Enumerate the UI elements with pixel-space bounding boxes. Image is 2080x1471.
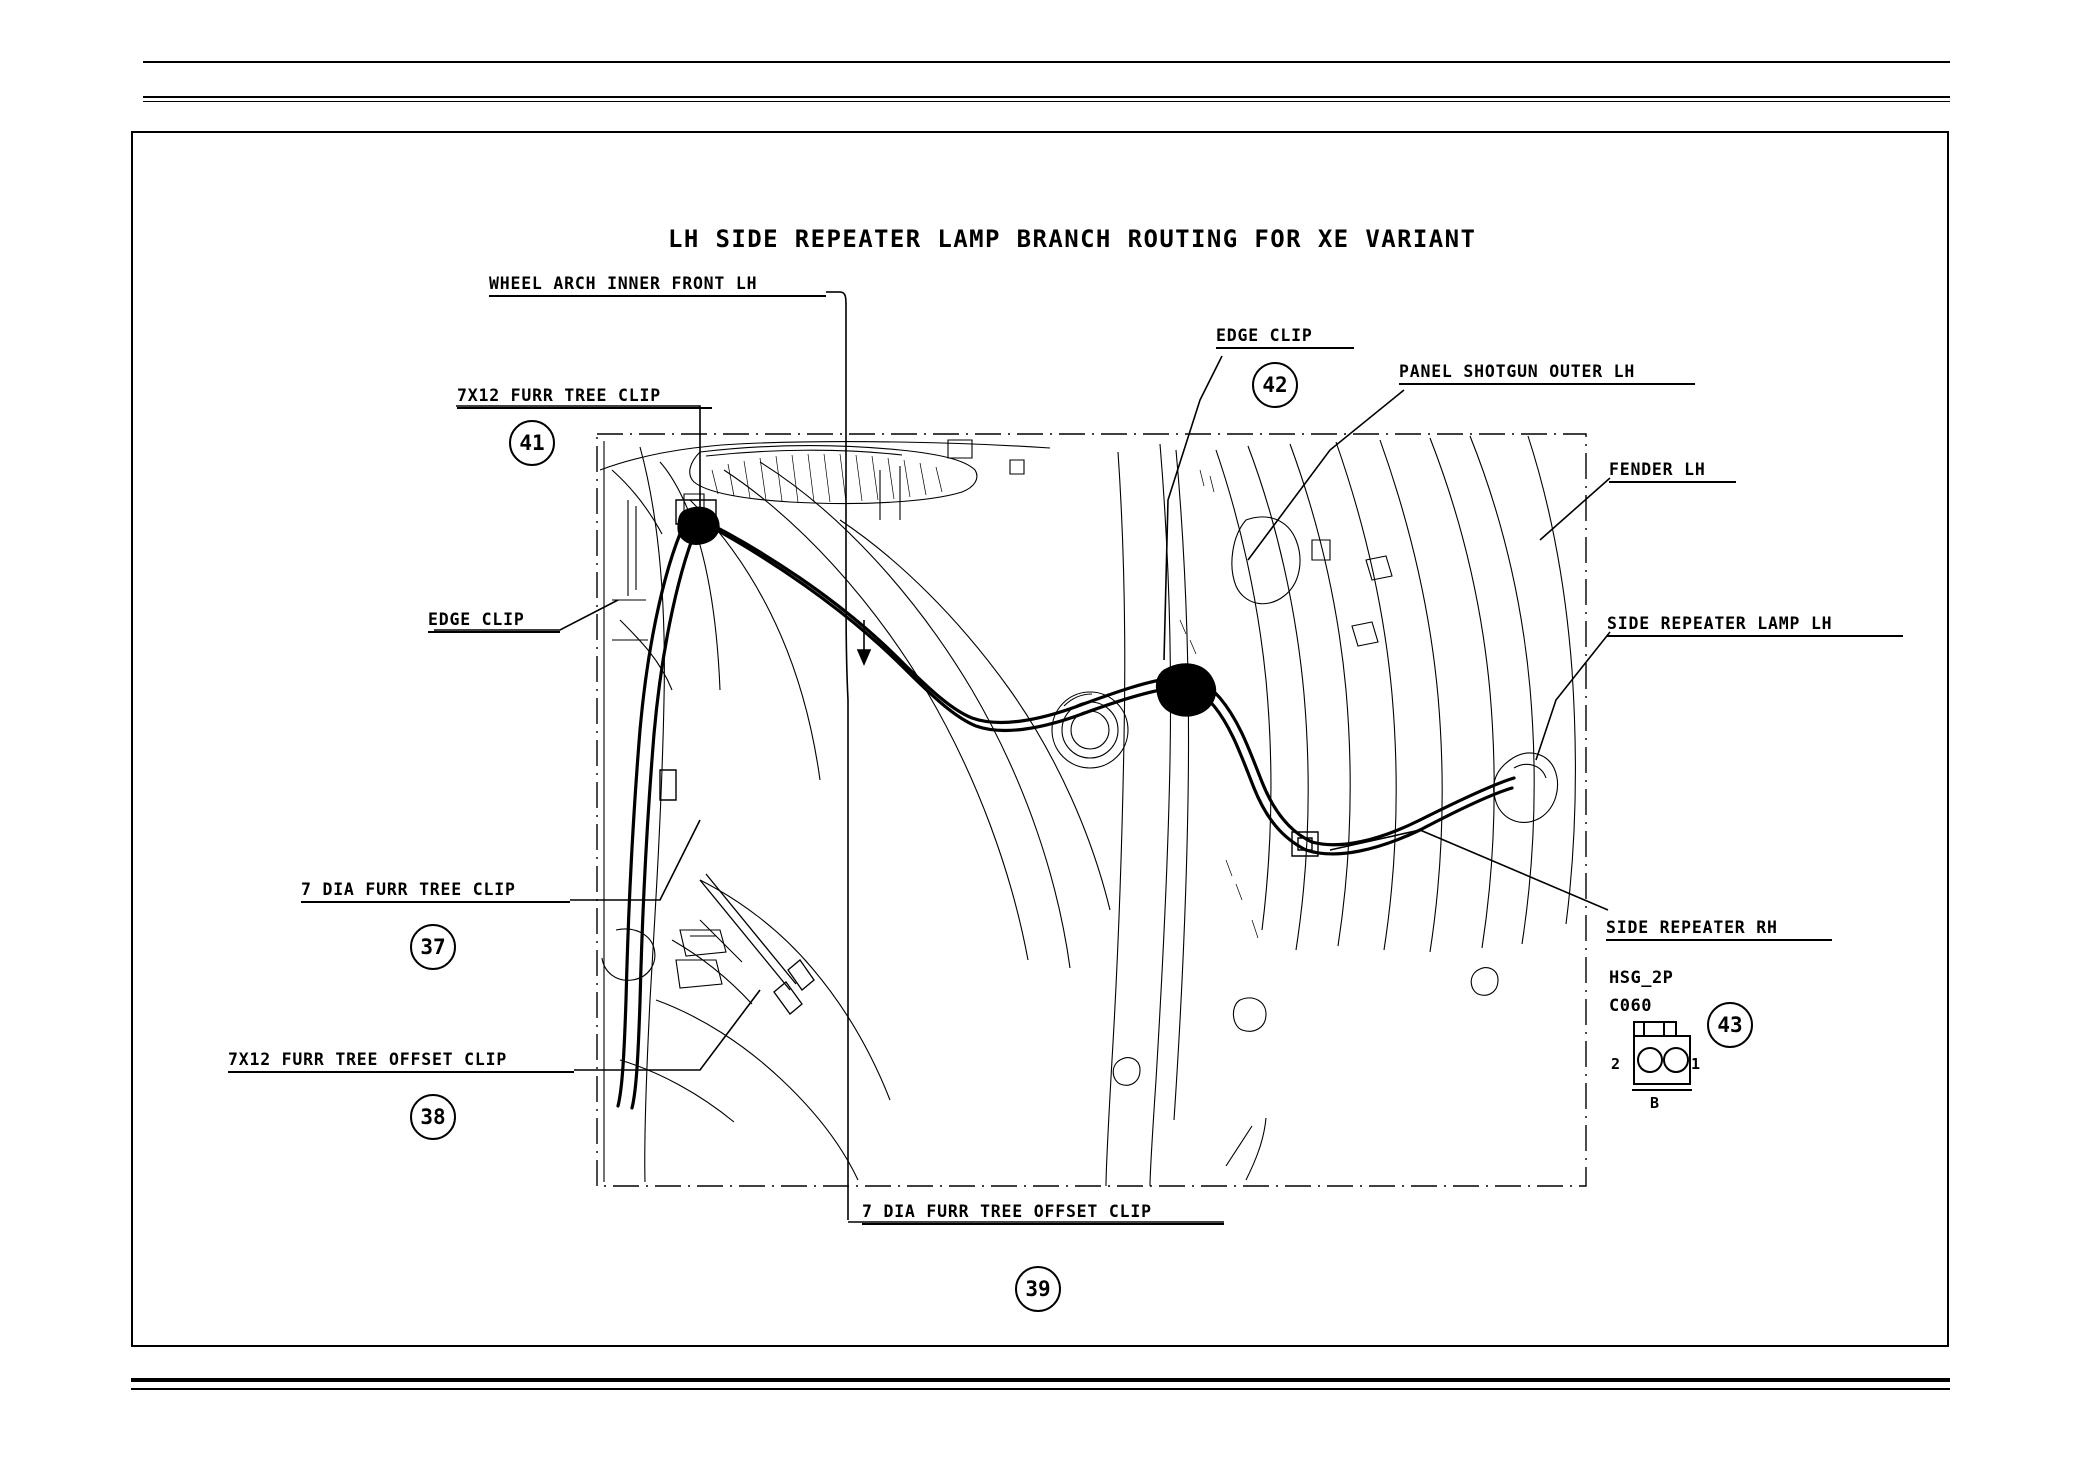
connector-pin-2-label: 2 bbox=[1611, 1055, 1621, 1073]
callout-side-repeater-rh: SIDE REPEATER RH bbox=[1606, 918, 1778, 937]
footer-rule-bottom bbox=[131, 1388, 1950, 1390]
header-rule-bottom bbox=[143, 101, 1950, 102]
drawing-frame bbox=[131, 131, 1949, 1347]
balloon-39[interactable]: 39 bbox=[1015, 1266, 1061, 1312]
callout-wheel-arch-inner-front-lh: WHEEL ARCH INNER FRONT LH bbox=[489, 274, 758, 293]
callout-panel-shotgun-outer-lh: PANEL SHOTGUN OUTER LH bbox=[1399, 362, 1636, 381]
callout-fender-lh: FENDER LH bbox=[1609, 460, 1706, 479]
callout-side-repeater-lamp-lh: SIDE REPEATER LAMP LH bbox=[1607, 614, 1833, 633]
callout-7x12-furr-tree-offset-clip: 7X12 FURR TREE OFFSET CLIP bbox=[228, 1050, 508, 1069]
balloon-41[interactable]: 41 bbox=[509, 420, 555, 466]
connector-housing-label: HSG_2P bbox=[1609, 968, 1674, 988]
callout-7-dia-furr-tree-offset-clip: 7 DIA FURR TREE OFFSET CLIP bbox=[862, 1202, 1152, 1221]
balloon-42[interactable]: 42 bbox=[1252, 362, 1298, 408]
balloon-37[interactable]: 37 bbox=[410, 924, 456, 970]
footer-rule-top bbox=[131, 1378, 1950, 1382]
callout-7-dia-furr-tree-clip: 7 DIA FURR TREE CLIP bbox=[301, 880, 516, 899]
connector-pin-1-label: 1 bbox=[1691, 1055, 1701, 1073]
balloon-43[interactable]: 43 bbox=[1707, 1002, 1753, 1048]
callout-edge-clip-left: EDGE CLIP bbox=[428, 610, 525, 629]
drawing-title: LH SIDE REPEATER LAMP BRANCH ROUTING FOR XE VARIANT bbox=[668, 225, 1477, 253]
header-rule-middle bbox=[143, 96, 1950, 98]
connector-keyway-label: B bbox=[1650, 1094, 1660, 1112]
callout-edge-clip-top: EDGE CLIP bbox=[1216, 326, 1313, 345]
header-rule-top bbox=[143, 61, 1950, 63]
connector-code-label: C060 bbox=[1609, 996, 1652, 1016]
balloon-38[interactable]: 38 bbox=[410, 1094, 456, 1140]
callout-7x12-furr-tree-clip: 7X12 FURR TREE CLIP bbox=[457, 386, 661, 405]
